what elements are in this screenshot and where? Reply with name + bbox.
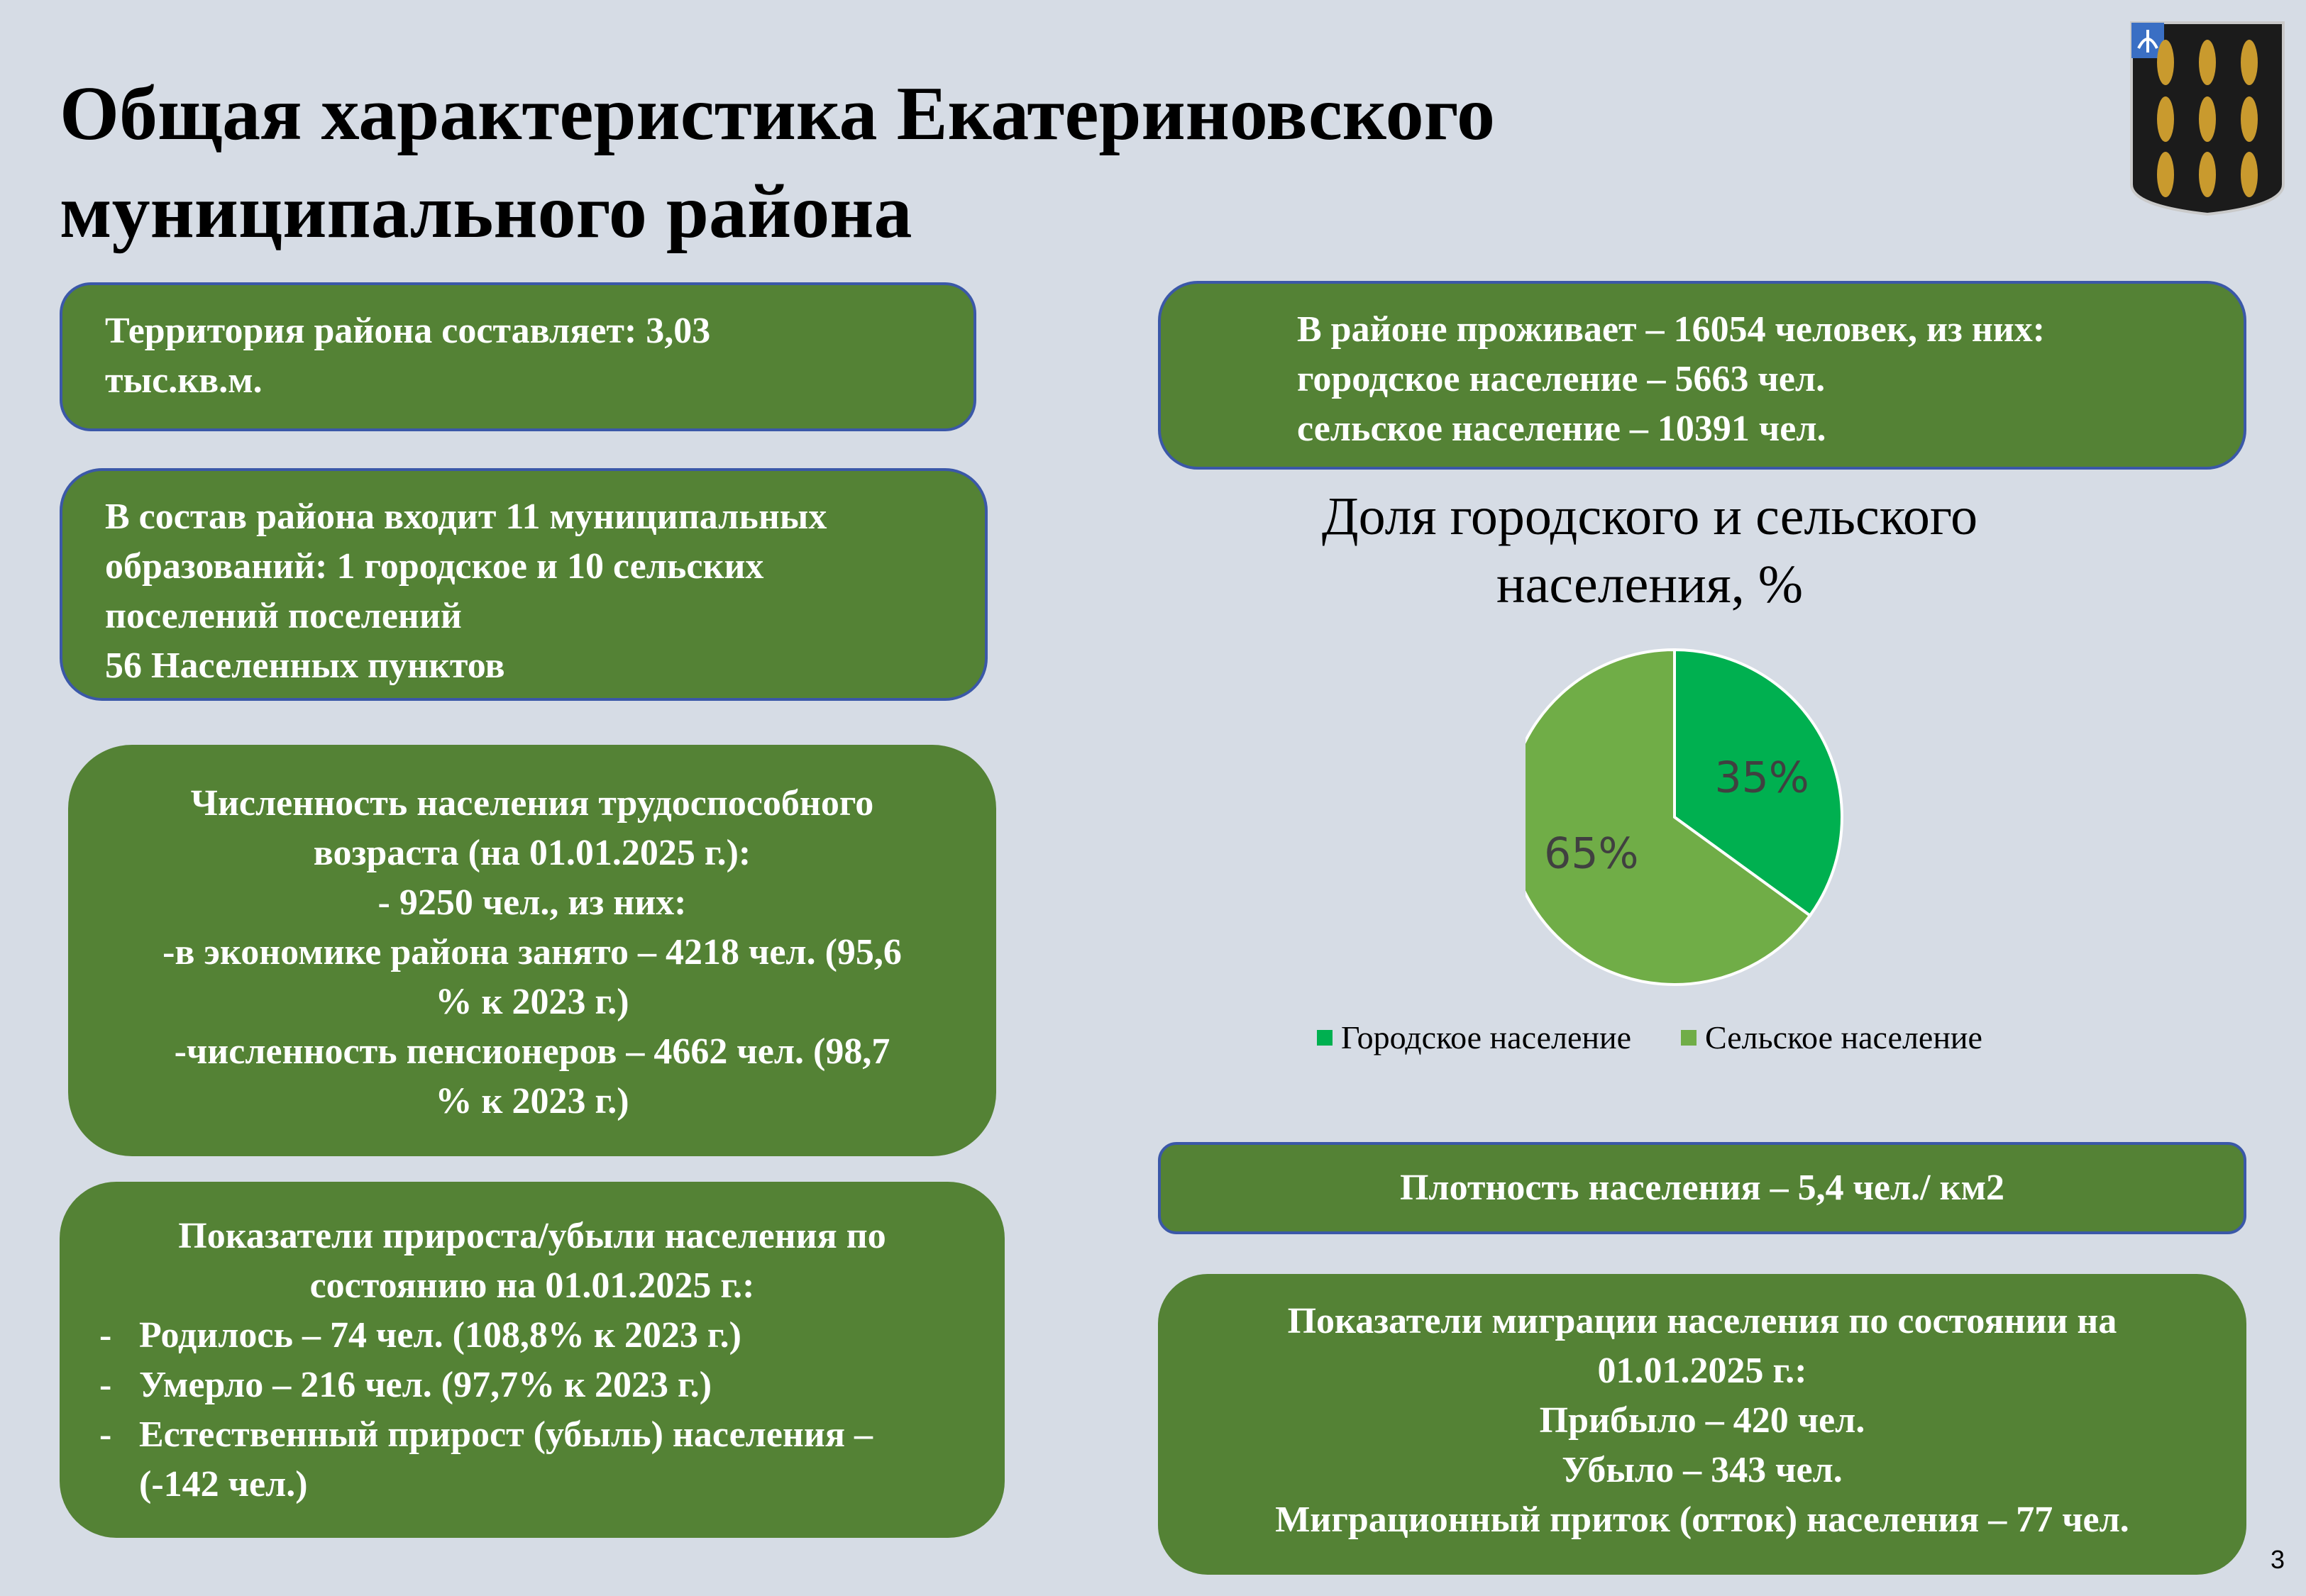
pie-label-urban: 35% xyxy=(1714,753,1809,803)
population-line-3: сельское население – 10391 чел. xyxy=(1297,409,1826,449)
working-age-line-2: возраста (на 01.01.2025 г.): xyxy=(313,833,751,873)
growth-item-deaths xyxy=(60,1361,1005,1410)
migration-line-5: Миграционный приток (отток) населения – 77 чел. xyxy=(1275,1500,2129,1540)
growth-item-natural-text-1: - Естественный прирост (убыль) населения – xyxy=(139,1414,873,1455)
migration-line-2: 01.01.2025 г.: xyxy=(1597,1351,1807,1391)
population-line-2: городское население – 5663 чел. xyxy=(1297,359,1826,399)
working-age-line-6: -численность пенсионеров – 4662 чел. (98,7 xyxy=(174,1031,890,1072)
territory-line-1: Территория района составляет: 3,03 xyxy=(105,311,711,351)
page-number: 3 xyxy=(2271,1545,2285,1574)
migration-line-4: Убыло – 343 чел. xyxy=(1562,1450,1843,1490)
working-age-line-7: % к 2023 г.) xyxy=(435,1081,629,1121)
density-text: Плотность населения – 5,4 чел./ км2 xyxy=(1399,1168,2005,1208)
working-age-line-1: Численность населения трудоспособного xyxy=(190,783,874,824)
municipalities-line-1: В состав района входит 11 муниципальных xyxy=(105,497,827,537)
growth-item-births xyxy=(60,1311,1005,1361)
chart-title-line-1: Доля городского и сельского xyxy=(1321,487,1978,546)
growth-item-deaths-text: - Умерло – 216 чел. (97,7% к 2023 г.) xyxy=(139,1365,712,1405)
growth-item-natural xyxy=(60,1410,1005,1509)
legend-item-rural xyxy=(1681,1019,1982,1056)
legend-swatch-urban xyxy=(1317,1030,1333,1046)
chart-legend xyxy=(1206,1019,2093,1056)
migration-line-1: Показатели миграции населения по состоянии на xyxy=(1287,1301,2117,1341)
territory-box xyxy=(60,282,976,431)
legend-label-rural: Сельское население xyxy=(1705,1019,1982,1055)
page-title-line-2: муниципального района xyxy=(60,170,912,254)
growth-heading-line-2: состоянию на 01.01.2025 г.: xyxy=(309,1265,755,1306)
population-box xyxy=(1158,281,2246,470)
population-line-1: В районе проживает – 16054 человек, из них: xyxy=(1297,309,2046,350)
legend-label-urban: Городское население xyxy=(1341,1019,1632,1055)
page-title-line-1: Общая характеристика Екатериновского xyxy=(60,72,1495,156)
chart-title xyxy=(1206,482,2093,619)
coat-of-arms-emblem xyxy=(2129,20,2286,217)
growth-item-births-text: - Родилось – 74 чел. (108,8% к 2023 г.) xyxy=(139,1315,741,1356)
growth-heading-line-1: Показатели прироста/убыли населения по xyxy=(178,1216,886,1256)
pie-label-rural: 65% xyxy=(1544,829,1639,879)
migration-line-3: Прибыло – 420 чел. xyxy=(1539,1400,1865,1441)
legend-swatch-rural xyxy=(1681,1030,1697,1046)
municipalities-line-4: 56 Населенных пунктов xyxy=(105,645,505,686)
municipalities-line-3: поселений поселений xyxy=(105,596,462,636)
working-age-box xyxy=(68,745,996,1156)
municipalities-line-2: образований: 1 городское и 10 сельских xyxy=(105,546,764,587)
growth-item-natural-text-2: (-142 чел.) xyxy=(139,1464,308,1504)
population-share-pie-chart xyxy=(1526,638,1880,993)
chart-title-line-2: населения, % xyxy=(1496,555,1804,614)
density-box xyxy=(1158,1142,2246,1234)
growth-box xyxy=(60,1182,1005,1538)
legend-item-urban xyxy=(1317,1019,1631,1056)
page-title xyxy=(60,65,1975,261)
municipalities-box xyxy=(60,468,988,701)
growth-list xyxy=(60,1311,1005,1509)
working-age-line-3: - 9250 чел., из них: xyxy=(377,882,687,923)
migration-box xyxy=(1158,1274,2246,1575)
territory-line-2: тыс.кв.м. xyxy=(105,360,263,401)
working-age-line-4: -в экономике района занято – 4218 чел. (95,6 xyxy=(162,932,902,972)
working-age-line-5: % к 2023 г.) xyxy=(435,982,629,1022)
